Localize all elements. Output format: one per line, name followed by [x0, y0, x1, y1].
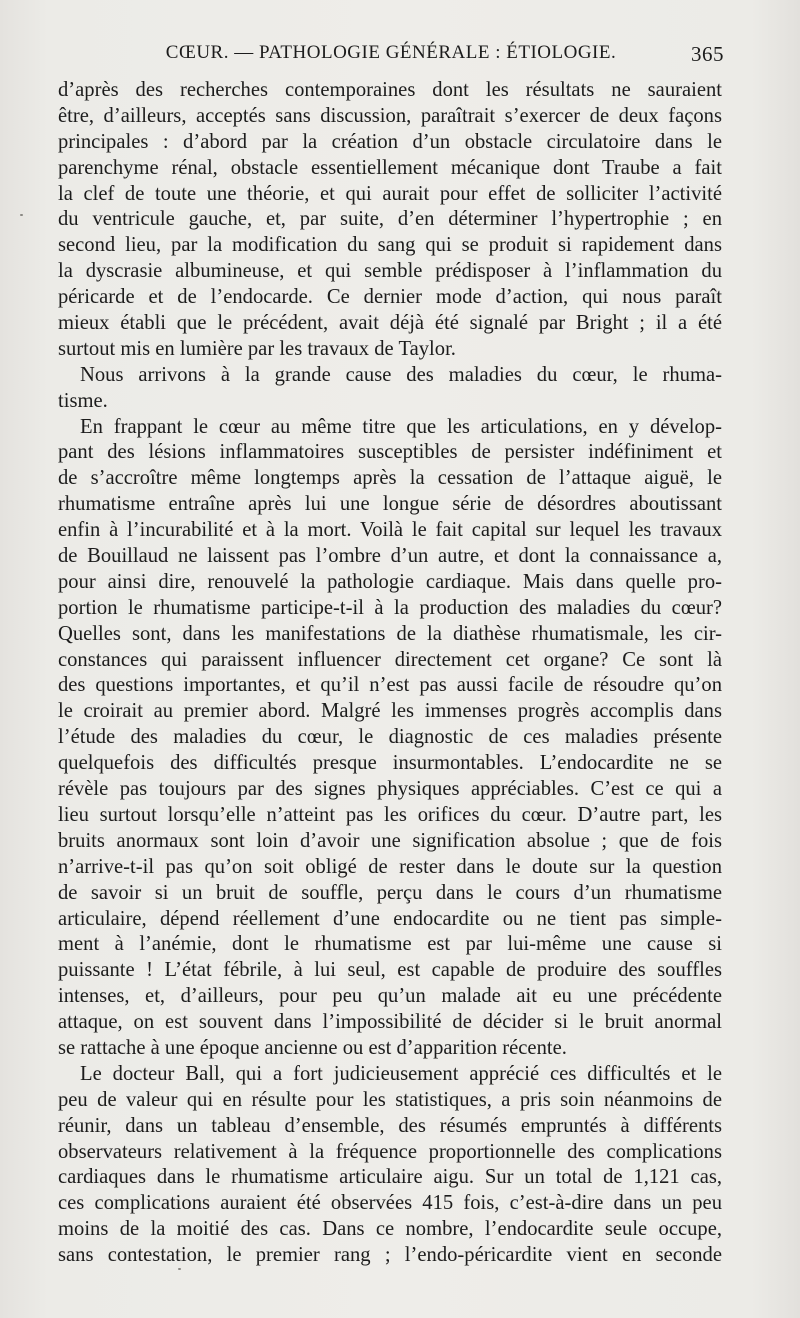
text-line: n’arrive-t-il pas qu’on soit obligé de rester dans le doute sur la question: [58, 855, 722, 878]
text-line: tisme.: [58, 389, 108, 412]
text-line: peu de valeur qui en résulte pour les statistiques, a pris soin néanmoins de: [58, 1088, 722, 1111]
text-line: mieux établi que le précédent, avait déjà été signalé par Bright ; il a été: [58, 312, 722, 335]
text-line: pour ainsi dire, renouvelé la pathologie cardiaque. Mais dans quelle pro-: [58, 570, 722, 593]
text-line: sans contestation, le premier rang ; l’endo-péricardite vient en seconde: [58, 1244, 722, 1267]
text-line: surtout mis en lumière par les travaux de Taylor.: [58, 337, 456, 360]
text-line: la clef de toute une théorie, et qui aurait pour effet de solliciter l’activité: [58, 182, 722, 205]
text-line: intenses, et, d’ailleurs, pour peu qu’un malade ait eu une précédente: [58, 985, 722, 1008]
paper-speck: [20, 214, 23, 216]
running-header: [58, 42, 724, 72]
text-line: lieu surtout lorsqu’elle n’atteint pas les orifices du cœur. D’autre part, les: [58, 803, 722, 826]
text-line: de Bouillaud ne laissent pas l’ombre d’un autre, et dont la connaissance a,: [58, 545, 722, 568]
page-number: 365: [691, 42, 724, 66]
text-line: des questions importantes, et qu’il n’est pas aussi facile de résoudre qu’on: [58, 674, 722, 697]
paper-speck: [178, 1268, 181, 1270]
text-line: rhumatisme entraîne après lui une longue série de désordres aboutissant: [58, 493, 722, 516]
text-line: la dyscrasie albumineuse, et qui semble prédisposer à l’inflammation du: [58, 260, 722, 283]
text-line: constances qui paraissent influencer directement cet organe? Ce sont là: [58, 648, 722, 671]
text-line: enfin à l’incurabilité et à la mort. Voilà le fait capital sur lequel les travaux: [58, 519, 722, 542]
text-line: Nous arrivons à la grande cause des maladies du cœur, le rhuma-: [80, 363, 722, 386]
body-text: [58, 78, 722, 1269]
text-line: du ventricule gauche, et, par suite, d’en déterminer l’hypertrophie ; en: [58, 208, 722, 231]
text-line: puissante ! L’état fébrile, à lui seul, est capable de produire des souffles: [58, 959, 722, 982]
text-line: attaque, on est souvent dans l’impossibilité de décider si le bruit anormal: [58, 1011, 722, 1034]
text-line: se rattache à une époque ancienne ou est d’apparition récente.: [58, 1036, 567, 1059]
text-line: péricarde et de l’endocarde. Ce dernier mode d’action, qui nous paraît: [58, 286, 722, 309]
text-line: ces complications auraient été observées 415 fois, c’est-à-dire dans un peu: [58, 1192, 722, 1215]
text-line: l’étude des maladies du cœur, le diagnostic de ces maladies présente: [58, 726, 722, 749]
text-line: parenchyme rénal, obstacle essentiellement mécanique dont Traube a fait: [58, 156, 722, 179]
text-line: réunir, dans un tableau d’ensemble, des résumés empruntés à différents: [58, 1114, 722, 1137]
text-line: de savoir si un bruit de souffle, perçu dans le cours d’un rhumatisme: [58, 881, 722, 904]
text-line: principales : d’abord par la création d’un obstacle circulatoire dans le: [58, 130, 722, 153]
text-line: cardiaques dans le rhumatisme articulaire aigu. Sur un total de 1,121 cas,: [58, 1166, 722, 1189]
text-line: le croirait au premier abord. Malgré les immenses progrès accomplis dans: [58, 700, 722, 723]
text-line: être, d’ailleurs, acceptés sans discussion, paraîtrait s’exercer de deux façons: [58, 104, 722, 127]
text-line: révèle pas toujours par des signes physiques appréciables. C’est ce qui a: [58, 778, 722, 801]
text-line: articulaire, dépend réellement d’une endocardite ou ne tient pas simple-: [58, 907, 722, 930]
text-line: Quelles sont, dans les manifestations de la diathèse rhumatismale, les cir-: [58, 622, 722, 645]
text-line: portion le rhumatisme participe-t-il à la production des maladies du cœur?: [58, 596, 722, 619]
text-line: Le docteur Ball, qui a fort judicieusement apprécié ces difficultés et le: [80, 1062, 722, 1085]
text-line: d’après des recherches contemporaines dont les résultats ne sauraient: [58, 79, 722, 101]
text-line: quelquefois des difficultés presque insurmontables. L’endocardite ne se: [58, 752, 722, 775]
text-line: ment à l’anémie, dont le rhumatisme est par lui-même une cause si: [58, 933, 722, 956]
text-line: moins de la moitié des cas. Dans ce nombre, l’endocardite seule occupe,: [58, 1218, 722, 1241]
text-line: En frappant le cœur au même titre que les articulations, en y dévelop-: [80, 415, 722, 438]
text-line: observateurs relativement à la fréquence proportionnelle des complications: [58, 1140, 722, 1163]
text-line: second lieu, par la modification du sang qui se produit si rapidement dans: [58, 234, 722, 257]
text-line: pant des lésions inflammatoires susceptibles de persister indéfiniment et: [58, 441, 722, 464]
text-line: de s’accroître même longtemps après la cessation de l’attaque aiguë, le: [58, 467, 722, 490]
text-line: bruits anormaux sont loin d’avoir une signification absolue ; que de fois: [58, 829, 722, 852]
running-title: CŒUR. — PATHOLOGIE GÉNÉRALE : ÉTIOLOGIE.: [165, 42, 617, 63]
